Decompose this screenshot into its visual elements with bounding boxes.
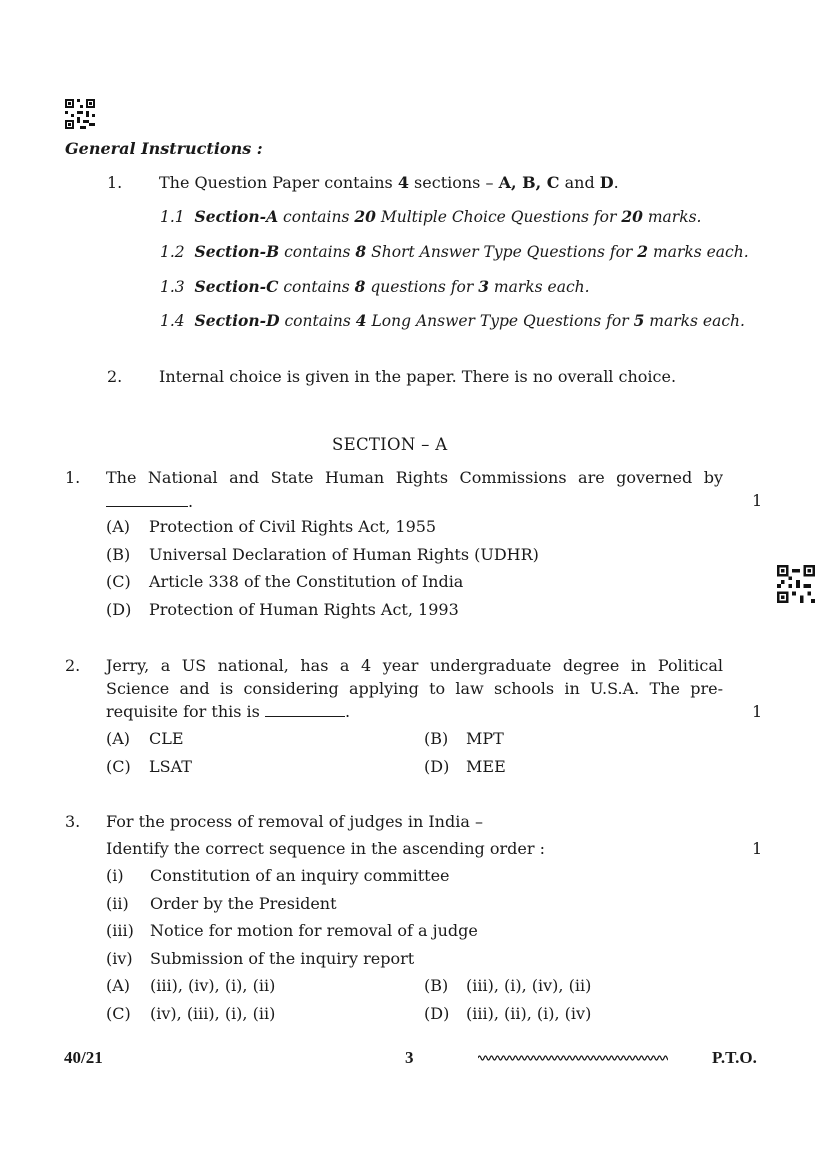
sub-instruction-number-value: 5 [633, 311, 645, 330]
instruction-count: 4 [397, 173, 409, 192]
sub-instruction-text: questions for [365, 278, 479, 296]
question-text: The National and State Human Rights Commissions are governed by [106, 468, 723, 487]
option-label: (C) [106, 757, 131, 776]
sub-instruction-section: Section-A [194, 207, 279, 226]
option-text: Protection of Human Rights Act, 1993 [149, 600, 459, 619]
sub-instruction-text: Short Answer Type Questions for [366, 243, 638, 261]
sub-instruction-text: contains [279, 312, 356, 330]
sub-instruction-number: 1.2 [160, 243, 185, 261]
sub-instruction-section: Section-B [194, 242, 280, 261]
item-text: Order by the President [150, 894, 337, 913]
instruction-sections: D [599, 173, 614, 192]
sub-instruction-number-value: 8 [355, 242, 367, 261]
option-text: MEE [466, 757, 506, 776]
sub-instruction-number-value: 20 [621, 207, 643, 226]
sub-instruction-text: Long Answer Type Questions for [366, 312, 634, 330]
option-text: Protection of Civil Rights Act, 1955 [149, 517, 437, 536]
option-label: (D) [424, 757, 450, 776]
option-text: MPT [466, 729, 504, 748]
sub-instruction [160, 277, 590, 296]
option-label: (B) [106, 545, 131, 564]
question-text: Jerry, a US national, has a 4 year undergraduate degree in Political [106, 656, 723, 675]
question-marks: 1 [752, 491, 763, 510]
option-label: (C) [106, 572, 131, 591]
sub-instruction-section: Section-D [194, 311, 280, 330]
option-label: (C) [106, 1004, 131, 1023]
instruction-text: . [613, 173, 619, 192]
question-marks: 1 [752, 702, 763, 721]
question-text: Science and is considering applying to law schools in U.S.A. The pre- [106, 679, 723, 698]
paper-code: 40/21 [64, 1048, 103, 1067]
option-label: (A) [106, 729, 131, 748]
qr-code-icon [65, 99, 95, 129]
sub-instruction-number-value: 8 [354, 277, 366, 296]
sub-instruction-text: marks each. [648, 243, 749, 261]
item-text: Constitution of an inquiry committee [150, 866, 450, 885]
option-label: (D) [424, 1004, 450, 1023]
item-text: Notice for motion for removal of a judge [150, 921, 478, 940]
option-label: (A) [106, 976, 131, 995]
pto-label: P.T.O. [712, 1048, 757, 1067]
instruction-text: The Question Paper contains [159, 173, 398, 192]
item-text: Submission of the inquiry report [150, 949, 415, 968]
sub-instruction-number: 1.4 [160, 312, 185, 330]
question-text: Identify the correct sequence in the ascending order : [106, 839, 545, 858]
option-text: (iv), (iii), (i), (ii) [150, 1004, 276, 1023]
option-text: (iii), (ii), (i), (iv) [466, 1004, 592, 1023]
option-label: (B) [424, 976, 449, 995]
sub-instruction-text: contains [278, 278, 355, 296]
option-label: (A) [106, 517, 131, 536]
sub-instruction-text: contains [279, 243, 356, 261]
general-instructions-title: General Instructions : [65, 139, 263, 158]
sub-instruction-section: Section-C [194, 277, 279, 296]
instruction-1 [159, 173, 619, 192]
instruction-sections: A, B, C [498, 173, 560, 192]
sub-instruction-number-value: 4 [355, 311, 367, 330]
sub-instruction-number: 1.3 [160, 278, 185, 296]
option-label: (D) [106, 600, 132, 619]
question-number: 3. [65, 812, 81, 831]
wavy-line-icon [478, 1052, 668, 1064]
sub-instruction [160, 242, 749, 261]
option-text: CLE [149, 729, 184, 748]
page-number: 3 [405, 1048, 414, 1067]
sub-instruction-text: Multiple Choice Questions for [375, 208, 622, 226]
instruction-2: Internal choice is given in the paper. There is no overall choice. [159, 367, 677, 386]
sub-instruction-number: 1.1 [160, 208, 185, 226]
question-text: For the process of removal of judges in India – [106, 812, 483, 831]
sub-instruction-text: marks. [642, 208, 702, 226]
qr-code-icon [777, 565, 815, 603]
sub-instruction-text: marks each. [644, 312, 745, 330]
answer-blank [265, 704, 345, 717]
option-text: LSAT [149, 757, 192, 776]
sub-instruction-number-value: 20 [354, 207, 376, 226]
item-label: (iv) [106, 949, 133, 968]
sub-instruction [160, 207, 701, 226]
question-blank-line [106, 492, 193, 511]
instruction-text: and [559, 173, 600, 192]
instruction-number: 1. [107, 173, 123, 192]
option-text: Universal Declaration of Human Rights (UDHR) [149, 545, 539, 564]
answer-blank [106, 494, 188, 507]
option-text: (iii), (i), (iv), (ii) [466, 976, 592, 995]
option-text: Article 338 of the Constitution of India [149, 572, 464, 591]
instruction-number: 2. [107, 367, 123, 386]
item-label: (i) [106, 866, 124, 885]
item-label: (ii) [106, 894, 129, 913]
sub-instruction [160, 311, 745, 330]
section-heading: SECTION – A [332, 435, 448, 454]
sub-instruction-text: marks each. [489, 278, 590, 296]
question-text-part: requisite for this is [106, 702, 265, 721]
question-text [106, 702, 350, 721]
option-text: (iii), (iv), (i), (ii) [150, 976, 276, 995]
question-number: 2. [65, 656, 81, 675]
item-label: (iii) [106, 921, 134, 940]
question-number: 1. [65, 468, 81, 487]
instruction-text: sections – [408, 173, 499, 192]
question-end: . [344, 702, 351, 721]
option-label: (B) [424, 729, 449, 748]
question-marks: 1 [752, 839, 763, 858]
sub-instruction-number-value: 2 [637, 242, 649, 261]
sub-instruction-number-value: 3 [478, 277, 489, 296]
question-end: . [188, 492, 194, 511]
sub-instruction-text: contains [278, 208, 355, 226]
